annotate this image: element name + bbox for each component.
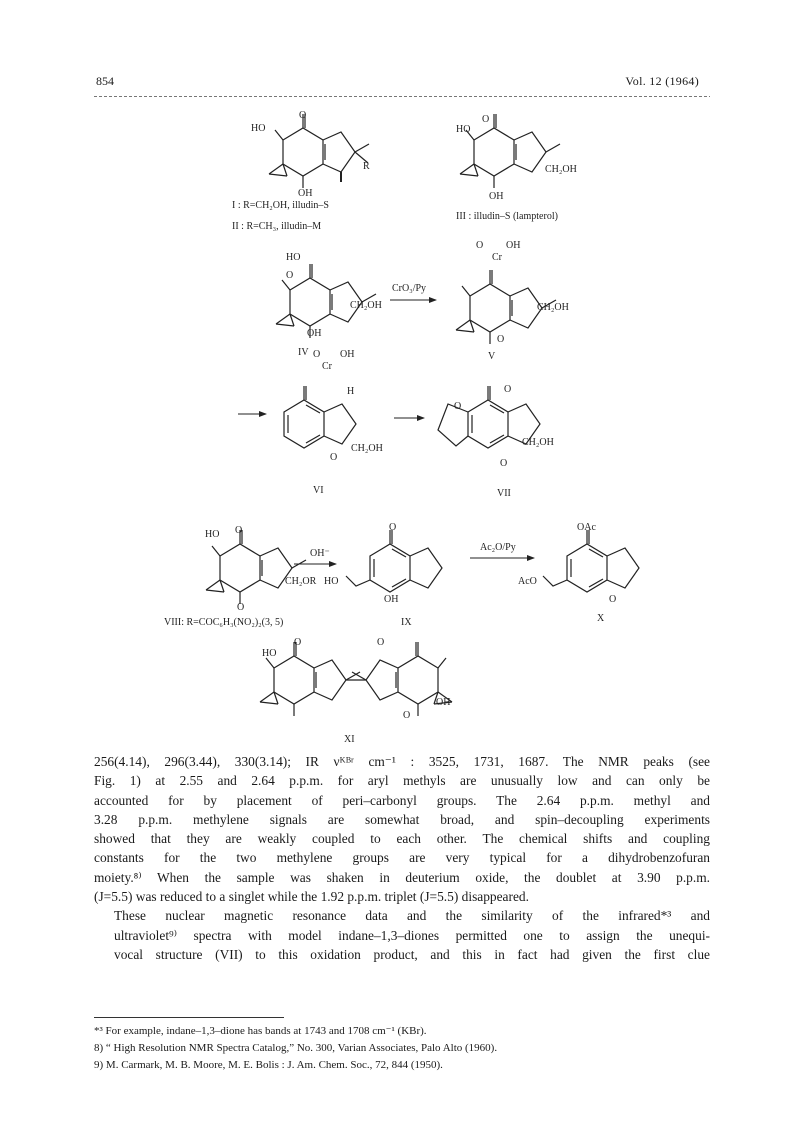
text-line: 256(4.14), 296(3.44), 330(3.14); IR νᴷᴮʳ cm⁻¹ : 3525, 1731, 1687. The NMR peaks (see xyxy=(94,754,710,769)
structure-IX xyxy=(324,522,442,628)
label-VII: VII xyxy=(497,488,511,499)
atom-OH: OH xyxy=(436,697,451,708)
atom-OH: OH xyxy=(489,191,504,202)
atom-O: O xyxy=(454,401,462,412)
atom-OH: OH xyxy=(340,349,355,360)
label-III: III : illudin–S (lampterol) xyxy=(456,211,558,222)
text-line: These nuclear magnetic resonance data and the similarity of the infrared*³ and xyxy=(114,908,710,924)
atom-Cr: Cr xyxy=(492,252,502,263)
text-line: 3.28 p.p.m. methylene signals are somewhat broad, and spin–decoupling experiments xyxy=(94,811,710,827)
structure-VI xyxy=(284,349,383,496)
atom-HO: HO xyxy=(262,648,277,659)
footnote-9: 9) M. Carmark, M. B. Moore, M. E. Bolis : J. Am. Chem. Soc., 72, 844 (1950). xyxy=(94,1059,443,1071)
footnote-8: 8) “ High Resolution NMR Spectra Catalog,” No. 300, Varian Associates, Palo Alto (1960). xyxy=(94,1042,498,1054)
atom-CH2OR: CH₂OR xyxy=(285,576,317,587)
footnote-3: *³ For example, indane–1,3–dione has bands at 1743 and 1708 cm⁻¹ (KBr). xyxy=(94,1025,427,1037)
atom-H: H xyxy=(347,386,355,397)
structure-III xyxy=(456,114,577,222)
structure-V xyxy=(456,240,569,362)
reagent-ac2o: Ac₂O/Py xyxy=(480,542,516,553)
atom-O: O xyxy=(299,110,307,121)
footnote-rule xyxy=(94,1017,284,1018)
text-line: constants for the two methylene groups are very typical for a dihydrobenzofuran xyxy=(94,850,710,866)
atom-O: O xyxy=(482,114,490,125)
text-line: ultraviolet⁹⁾ spectra with model indane–1,3–diones permitted one to assign the unequi- xyxy=(114,927,710,943)
atom-CH2OH: CH₂OH xyxy=(351,443,383,454)
atom-OH: OH xyxy=(298,188,313,199)
atom-OH: OH xyxy=(307,328,322,339)
atom-O: O xyxy=(476,240,484,251)
label-XI: XI xyxy=(344,734,355,745)
atom-HO: HO xyxy=(456,124,471,135)
body-text xyxy=(94,752,710,964)
atom-O: O xyxy=(313,349,321,360)
atom-CH2OH: CH₂OH xyxy=(537,302,569,313)
atom-HO: HO xyxy=(205,529,220,540)
text-line: Fig. 1) at 2.55 and 2.64 p.p.m. for aryl methyls are unusually low and can only be xyxy=(94,773,710,789)
text-line: (J=5.5) was reduced to a singlet while the 1.92 p.p.m. triplet (J=5.5) disappeared. xyxy=(94,889,529,905)
structure-I xyxy=(232,110,370,232)
structure-X xyxy=(518,522,639,624)
label-X: X xyxy=(597,613,605,624)
paragraph-1 xyxy=(94,752,710,906)
atom-O: O xyxy=(235,525,243,536)
atom-HO: HO xyxy=(286,252,301,263)
atom-OAc: OAc xyxy=(577,522,596,533)
text-line: vocal structure (VII) to this oxidation product, and this in fact had given the first clue xyxy=(114,946,710,962)
reagent-cro3: CrO₃/Py xyxy=(392,283,427,294)
arrow-acetylation xyxy=(470,542,534,558)
atom-OH: OH xyxy=(506,240,521,251)
atom-Cr: Cr xyxy=(322,361,332,372)
atom-O: O xyxy=(294,637,302,648)
arrow-base xyxy=(294,548,336,564)
label-IV: IV xyxy=(298,347,309,358)
label-IX: IX xyxy=(401,617,412,628)
atom-CH2OH: CH₂OH xyxy=(522,437,554,448)
label-V: V xyxy=(488,351,496,362)
atom-CH2OH: CH₂OH xyxy=(350,300,382,311)
paragraph-2 xyxy=(94,906,710,964)
atom-O: O xyxy=(500,458,508,469)
arrow-oxidation xyxy=(390,283,436,300)
page-number: 854 xyxy=(96,74,114,88)
atom-O: O xyxy=(286,270,294,281)
atom-AcO: AcO xyxy=(518,576,537,587)
atom-HO: HO xyxy=(324,576,339,587)
atom-O: O xyxy=(237,602,245,613)
text-line: accounted for by placement of peri–carbonyl groups. The 2.64 p.p.m. methyl and xyxy=(94,792,710,808)
structure-XI xyxy=(260,637,452,745)
label-I: I : R=CH₂OH, illudin–S xyxy=(232,200,329,211)
atom-O: O xyxy=(497,334,505,345)
atom-O: O xyxy=(330,452,338,463)
atom-O: O xyxy=(504,384,512,395)
reagent-oh: OH⁻ xyxy=(310,548,330,559)
structure-IV xyxy=(276,252,382,358)
structure-VIII xyxy=(164,525,317,628)
atom-CH2OH: CH₂OH xyxy=(545,164,577,175)
atom-O: O xyxy=(403,710,411,721)
footnotes xyxy=(94,1023,710,1074)
structure-VII xyxy=(438,384,554,499)
volume-header: Vol. 12 (1964) xyxy=(625,74,699,88)
atom-R: R xyxy=(363,161,370,172)
atom-O: O xyxy=(609,594,617,605)
atom-O: O xyxy=(377,637,385,648)
text-line: moiety.⁸⁾ When the sample was shaken in deuterium oxide, the doublet at 3.90 p.p.m. xyxy=(94,869,710,885)
atom-O: O xyxy=(389,522,397,533)
text-line: showed that they are weakly coupled to each other. The chemical shifts and coupling xyxy=(94,831,710,847)
atom-OH: OH xyxy=(384,594,399,605)
label-II: II : R=CH₃, illudin–M xyxy=(232,221,322,232)
label-VIII: VIII: R=COC₆H₃(NO₂)₂(3, 5) xyxy=(164,617,284,628)
atom-HO: HO xyxy=(251,123,266,134)
label-VI: VI xyxy=(313,485,324,496)
